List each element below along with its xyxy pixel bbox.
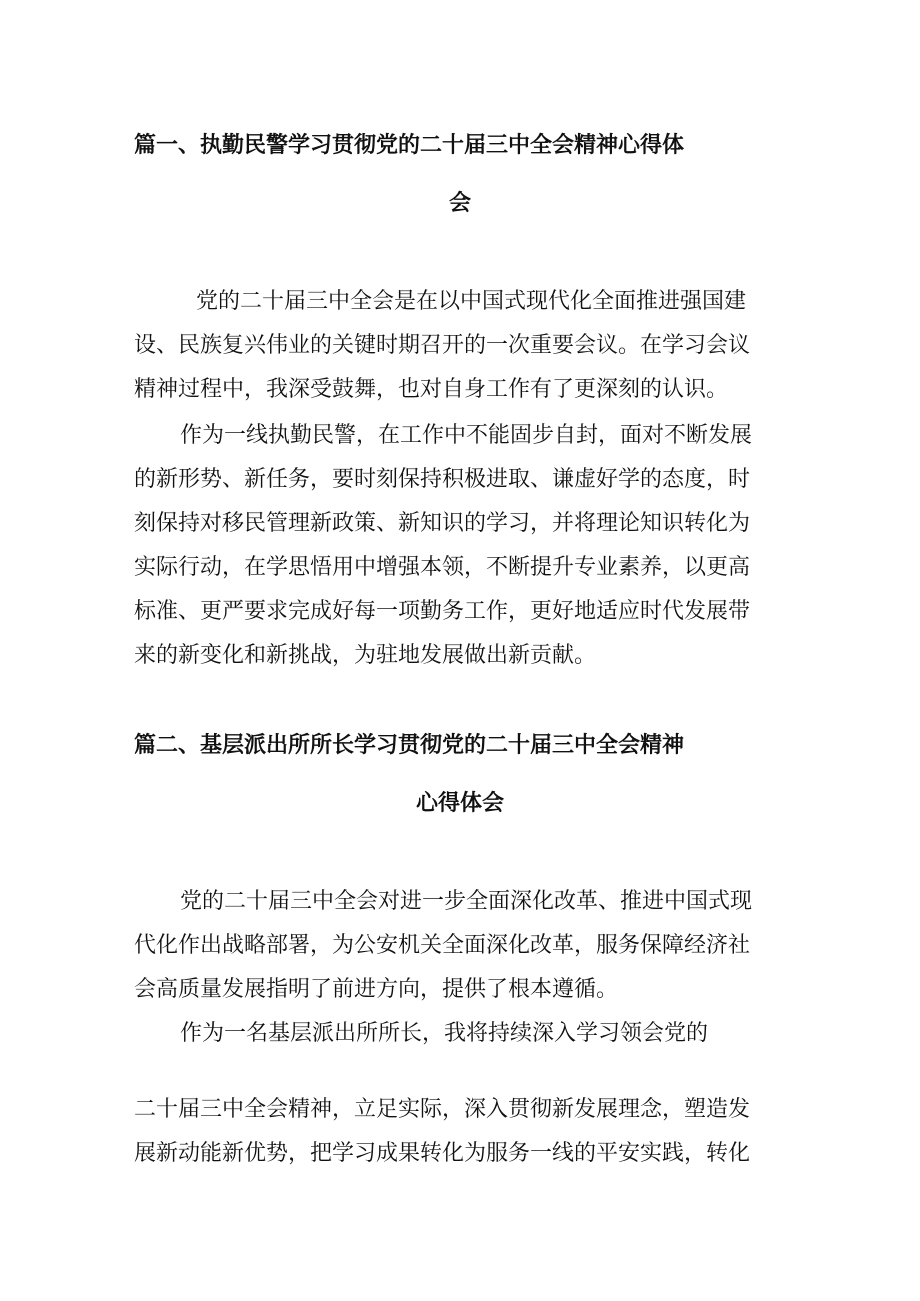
section1-para1-line1: 党的二十届三中全会是在以中国式现代化全面推进强国建	[196, 289, 747, 314]
section2-title-line2: 心得体会	[415, 791, 504, 816]
section2-para2-line3: 展新动能新优势，把学习成果转化为服务一线的平安实践，转化	[134, 1141, 751, 1166]
section2-para1-line1: 党的二十届三中全会对进一步全面深化改革、推进中国式现	[180, 889, 753, 914]
section1-para1-line2: 设、民族复兴伟业的关键时期召开的一次重要会议。在学习会议	[134, 333, 751, 358]
section2-para2-line2: 二十届三中全会精神，立足实际，深入贯彻新发展理念，塑造发	[134, 1097, 751, 1122]
section2-title-line1: 篇二、基层派出所所长学习贯彻党的二十届三中全会精神	[134, 733, 685, 758]
section2-para2-line1: 作为一名基层派出所所长，我将持续深入学习领会党的	[180, 1021, 709, 1046]
section1-para1-line3: 精神过程中，我深受鼓舞，也对自身工作有了更深刻的认识。	[134, 377, 729, 402]
section1-para2-line3: 刻保持对移民管理新政策、新知识的学习，并将理论知识转化为	[134, 511, 751, 536]
section1-para2-line2: 的新形势、新任务，要时刻保持积极进取、谦虚好学的态度，时	[134, 467, 751, 492]
section1-title-line1: 篇一、执勤民警学习贯彻党的二十届三中全会精神心得体	[134, 133, 685, 158]
section2-para1-line3: 会高质量发展指明了前进方向，提供了根本遵循。	[134, 977, 619, 1002]
section1-para2-line5: 标准、更严要求完成好每一项勤务工作，更好地适应时代发展带	[134, 599, 751, 624]
section1-para2-line1: 作为一线执勤民警，在工作中不能固步自封，面对不断发展	[180, 423, 753, 448]
section1-title-line2: 会	[448, 191, 471, 216]
section1-para2-line6: 来的新变化和新挑战，为驻地发展做出新贡献。	[134, 643, 597, 668]
section1-para2-line4: 实际行动，在学思悟用中增强本领，不断提升专业素养，以更高	[134, 555, 751, 580]
section2-para1-line2: 代化作出战略部署，为公安机关全面深化改革，服务保障经济社	[134, 933, 751, 958]
